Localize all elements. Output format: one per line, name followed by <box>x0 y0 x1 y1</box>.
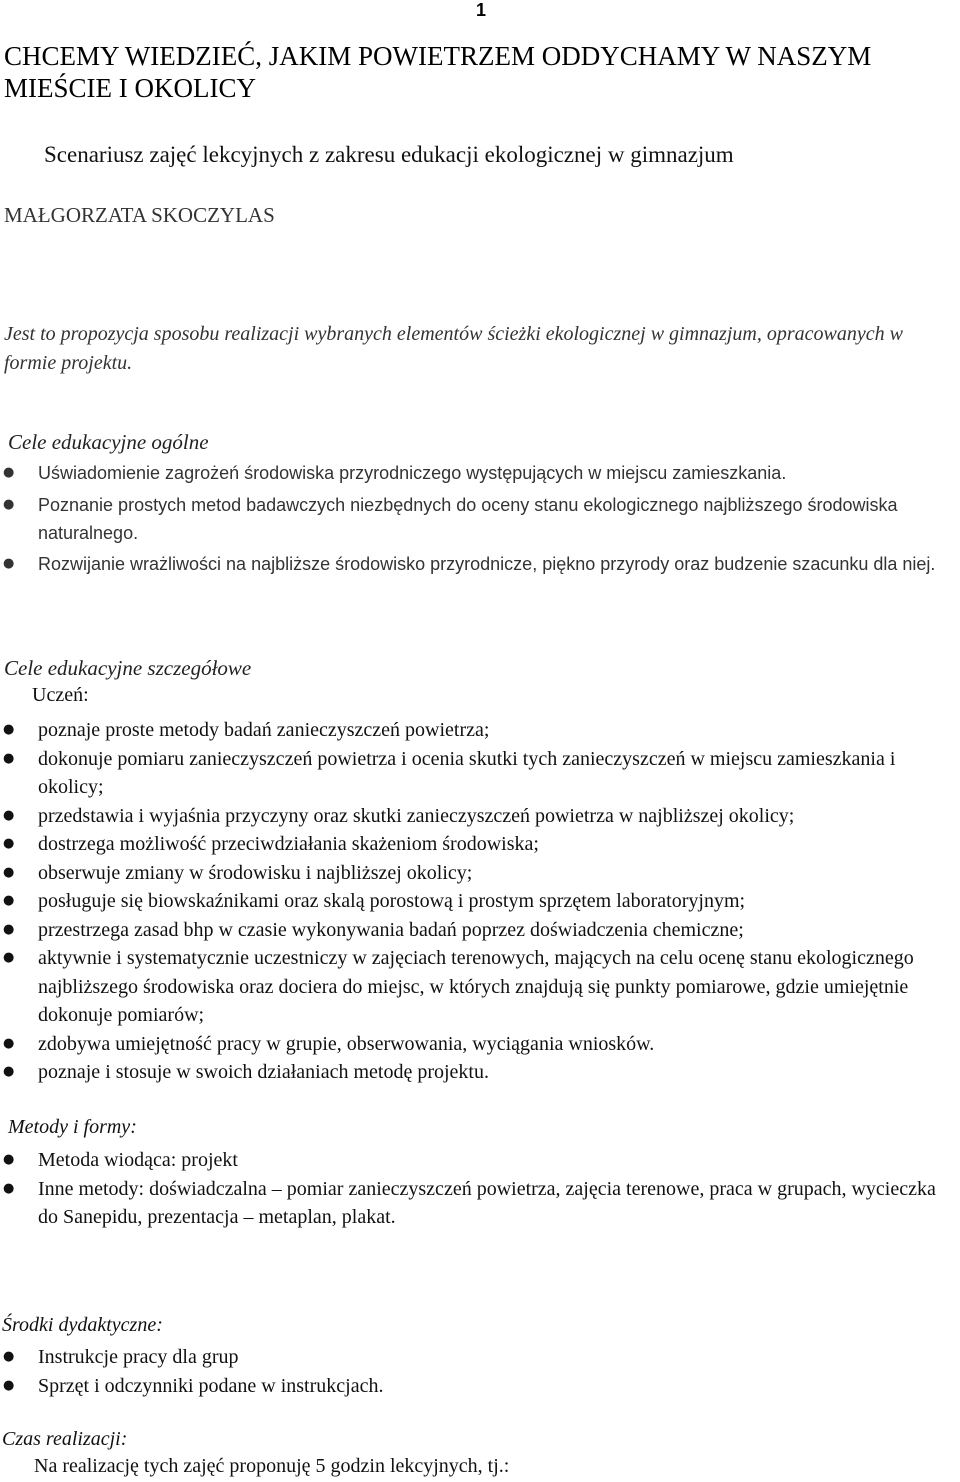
intro-paragraph: Jest to propozycja sposobu realizacji wybranych elementów ścieżki ekologicznej w gimnazjum, opracowanych w formie projektu. <box>4 323 903 374</box>
list-item: ● Rozwijanie wrażliwości na najbliższe środowisko przyrodnicze, piękno przyrody oraz budzenie szacunku dla niej. <box>0 550 945 578</box>
general-goals-heading: Cele edukacyjne ogólne <box>8 430 209 454</box>
bullet-icon: ● <box>3 497 15 512</box>
bullet-icon: ● <box>3 1349 15 1364</box>
list-item: ● zdobywa umiejętność pracy w grupie, obserwowania, wyciągania wniosków. <box>0 1030 950 1059</box>
list-item: ● dostrzega możliwość przeciwdziałania skażeniom środowiska; <box>0 830 950 859</box>
list-item: ● poznaje i stosuje w swoich działaniach metodę projektu. <box>0 1058 950 1087</box>
bullet-icon: ● <box>3 465 15 480</box>
bullet-icon: ● <box>3 921 15 937</box>
list-item: ● aktywnie i systematycznie uczestniczy w zajęciach terenowych, mających na celu ocenę stanu ekologicznego najbliższego środowiska oraz dociera do miejsc, w których znajdują się punkty pomiarowe, gdzie umiejętnie dokonuje pomiarów; <box>0 944 950 1030</box>
author-name: MAŁGORZATA SKOCZYLAS <box>4 203 275 227</box>
list-item: ● poznaje proste metody badań zanieczyszczeń powietrza; <box>0 716 950 745</box>
bullet-icon: ● <box>3 950 15 965</box>
list-item: ● Metoda wiodąca: projekt <box>0 1146 940 1175</box>
methods-list <box>0 1146 940 1232</box>
detailed-goals-heading: Cele edukacyjne szczegółowe <box>4 656 252 680</box>
resources-list <box>0 1343 940 1400</box>
bullet-icon: ● <box>3 1035 15 1051</box>
bullet-icon: ● <box>3 836 15 851</box>
list-item: ● Inne metody: doświadczalna – pomiar zanieczyszczeń powietrza, zajęcia terenowe, praca w grupach, wycieczka do Sanepidu, prezentacja – metaplan, plakat. <box>0 1175 940 1232</box>
bullet-icon: ● <box>3 807 15 823</box>
duration-text: Na realizację tych zajęć proponuję 5 godzin lekcyjnych, tj.: <box>34 1455 510 1477</box>
resources-heading: Środki dydaktyczne: <box>2 1314 163 1336</box>
methods-heading: Metody i formy: <box>8 1116 137 1138</box>
bullet-icon: ● <box>3 893 15 908</box>
list-item: ● przestrzega zasad bhp w czasie wykonywania badań poprzez doświadczenia chemiczne; <box>0 916 950 945</box>
detailed-goals-list <box>0 716 950 1087</box>
list-item: ● przedstawia i wyjaśnia przyczyny oraz skutki zanieczyszczeń powietrza w najbliższej okolicy; <box>0 802 950 831</box>
list-item: ● Sprzęt i odczynniki podane w instrukcjach. <box>0 1372 940 1401</box>
bullet-icon: ● <box>3 1064 15 1079</box>
bullet-icon: ● <box>3 722 15 737</box>
page-number: 1 <box>476 0 487 20</box>
bullet-icon: ● <box>3 864 15 880</box>
duration-heading: Czas realizacji: <box>2 1428 128 1450</box>
list-item: ● obserwuje zmiany w środowisku i najbliższej okolicy; <box>0 859 950 888</box>
bullet-icon: ● <box>3 1180 15 1196</box>
bullet-icon: ● <box>3 750 15 766</box>
document-title: CHCEMY WIEDZIEĆ, JAKIM POWIETRZEM ODDYCHAMY W NASZYM MIEŚCIE I OKOLICY <box>4 41 872 103</box>
list-item: ● posługuje się biowskaźnikami oraz skalą porostową i prostym sprzętem laboratoryjnym; <box>0 887 950 916</box>
document-subtitle: Scenariusz zajęć lekcyjnych z zakresu edukacji ekologicznej w gimnazjum <box>44 142 734 167</box>
list-item: ● dokonuje pomiaru zanieczyszczeń powietrza i ocenia skutki tych zanieczyszczeń w miejscu zamieszkania i okolicy; <box>0 745 950 802</box>
bullet-icon: ● <box>3 556 15 571</box>
list-item: ● Uświadomienie zagrożeń środowiska przyrodniczego występujących w miejscu zamieszkania. <box>0 459 945 487</box>
student-label: Uczeń: <box>32 684 89 706</box>
list-item: ● Poznanie prostych metod badawczych niezbędnych do oceny stanu ekologicznego najbliższego środowiska naturalnego. <box>0 491 945 547</box>
list-item: ● Instrukcje pracy dla grup <box>0 1343 940 1372</box>
general-goals-list <box>0 459 945 578</box>
bullet-icon: ● <box>3 1377 15 1393</box>
bullet-icon: ● <box>3 1152 15 1167</box>
